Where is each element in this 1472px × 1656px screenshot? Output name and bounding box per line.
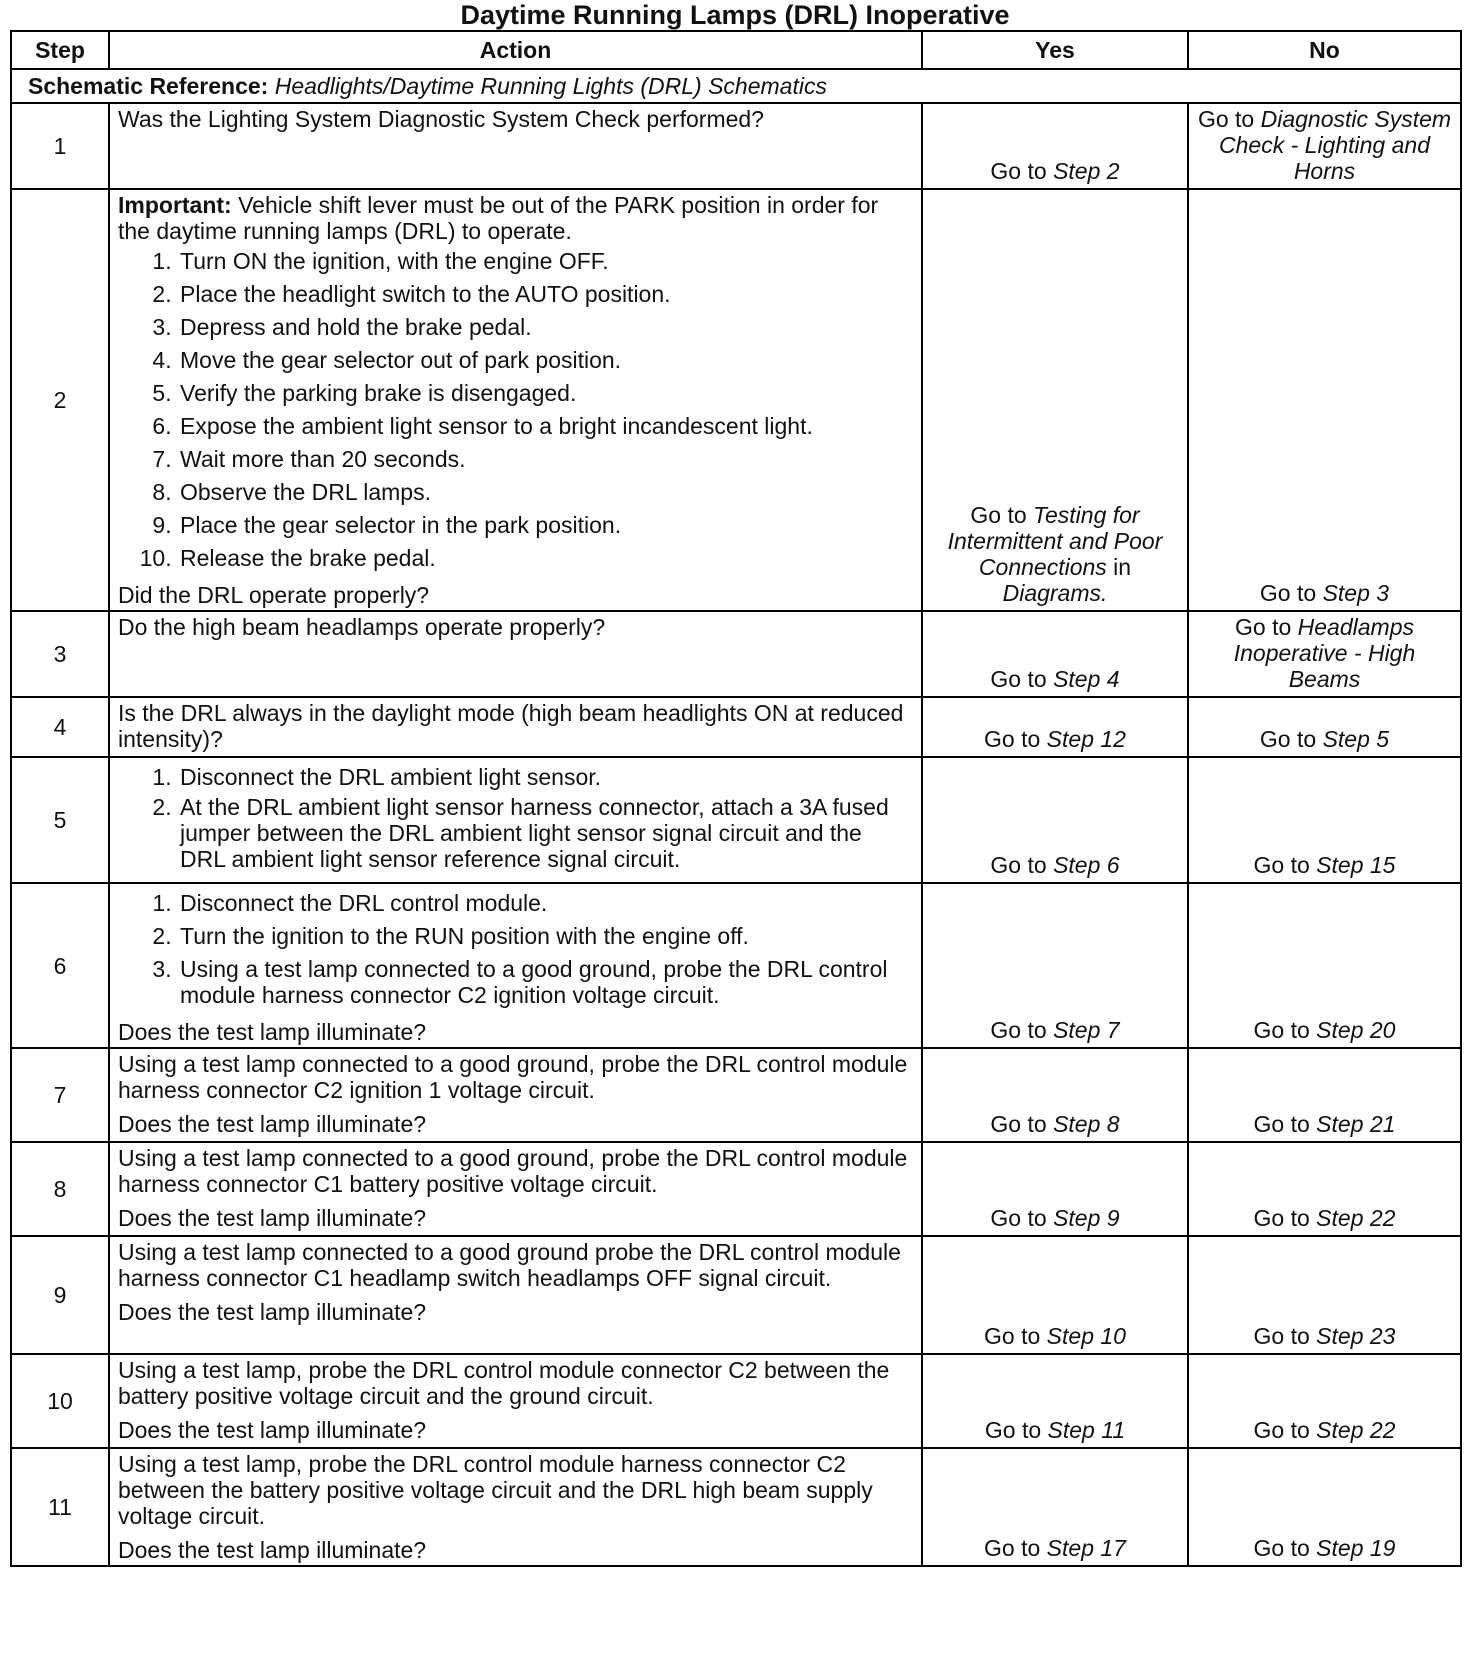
list-item: 7. Wait more than 20 seconds. xyxy=(178,446,913,479)
list-item: 1. Disconnect the DRL control module. xyxy=(178,890,913,923)
step-number: 9 xyxy=(11,1236,109,1354)
action-cell xyxy=(109,757,922,883)
question: Does the test lamp illuminate? xyxy=(118,1537,427,1563)
no-link[interactable]: Step 20 xyxy=(1316,1017,1396,1043)
step-number: 10 xyxy=(11,1354,109,1448)
no-cell: Go to Diagnostic System Check - Lighting and Horns xyxy=(1188,103,1461,189)
action-cell xyxy=(109,103,922,189)
header-no: No xyxy=(1188,31,1461,69)
schematic-reference xyxy=(11,69,1461,103)
no-link[interactable]: Diagnostic System Check - Lighting and Horns xyxy=(1219,106,1452,184)
table-row xyxy=(11,1354,1461,1448)
yes-cell: Go to Step 8 xyxy=(922,1048,1188,1142)
yes-cell: Go to Testing for Intermittent and Poor Connections in Diagrams. xyxy=(922,189,1188,611)
document xyxy=(10,0,1460,1567)
action-cell xyxy=(109,1236,922,1354)
header-row xyxy=(11,31,1461,69)
yes-link[interactable]: Step 4 xyxy=(1053,666,1120,692)
no-cell: Go to Step 3 xyxy=(1188,189,1461,611)
action-cell xyxy=(109,1142,922,1236)
yes-cell: Go to Step 17 xyxy=(922,1448,1188,1566)
action-text: Using a test lamp, probe the DRL control module connector C2 between the battery positive voltage circuit and the ground circuit. xyxy=(118,1357,890,1409)
table-row xyxy=(11,1236,1461,1354)
page-title: Daytime Running Lamps (DRL) Inoperative xyxy=(460,0,1010,30)
diagnostic-table xyxy=(10,30,1462,1567)
yes-cell: Go to Step 6 xyxy=(922,757,1188,883)
yes-link[interactable]: Step 8 xyxy=(1053,1111,1120,1137)
yes-cell: Go to Step 4 xyxy=(922,611,1188,697)
yes-cell: Go to Step 2 xyxy=(922,103,1188,189)
question: Does the test lamp illuminate? xyxy=(118,1019,427,1045)
header-yes: Yes xyxy=(922,31,1188,69)
question: Does the test lamp illuminate? xyxy=(118,1205,427,1231)
yes-link[interactable]: Step 7 xyxy=(1053,1017,1120,1043)
yes-link[interactable]: Step 2 xyxy=(1053,158,1120,184)
no-link[interactable]: Step 22 xyxy=(1316,1417,1396,1443)
action-cell xyxy=(109,1048,922,1142)
question: Does the test lamp illuminate? xyxy=(118,1111,427,1137)
list-item: 2. At the DRL ambient light sensor harness connector, attach a 3A fused jumper between the DRL ambient light sensor signal circuit and the DRL ambient light sensor reference signal circuit. xyxy=(178,794,913,876)
list-item: 6. Expose the ambient light sensor to a bright incandescent light. xyxy=(178,413,913,446)
substep-list xyxy=(118,248,913,578)
no-link[interactable]: Step 23 xyxy=(1316,1323,1396,1349)
action-text: Using a test lamp connected to a good ground, probe the DRL control module harness connector C2 ignition 1 voltage circuit. xyxy=(118,1051,908,1103)
no-link[interactable]: Step 5 xyxy=(1322,726,1390,752)
list-item: 3. Using a test lamp connected to a good ground, probe the DRL control module harness connector C2 ignition voltage circuit. xyxy=(178,956,913,1015)
question: Did the DRL operate properly? xyxy=(118,582,430,608)
yes-link[interactable]: Step 17 xyxy=(1046,1535,1126,1561)
table-row xyxy=(11,883,1461,1048)
action-text: Using a test lamp, probe the DRL control module harness connector C2 between the battery positive voltage circuit and the DRL high beam supply voltage circuit. xyxy=(118,1451,873,1529)
action-text: Was the Lighting System Diagnostic System Check performed? xyxy=(118,106,764,132)
schematic-label: Schematic Reference: xyxy=(28,73,269,99)
step-number: 3 xyxy=(11,611,109,697)
action-text: Using a test lamp connected to a good ground probe the DRL control module harness connector C1 headlamp switch headlamps OFF signal circuit. xyxy=(118,1239,901,1291)
substep-list xyxy=(118,890,913,1015)
header-action: Action xyxy=(109,31,922,69)
list-item: 2. Place the headlight switch to the AUTO position. xyxy=(178,281,913,314)
no-link[interactable]: Step 19 xyxy=(1316,1535,1396,1561)
list-item: 2. Turn the ignition to the RUN position with the engine off. xyxy=(178,923,913,956)
action-cell xyxy=(109,697,922,757)
substep-list xyxy=(118,764,913,876)
no-link[interactable]: Step 21 xyxy=(1316,1111,1396,1137)
list-item: 1. Turn ON the ignition, with the engine OFF. xyxy=(178,248,913,281)
yes-cell: Go to Step 11 xyxy=(922,1354,1188,1448)
yes-link[interactable]: Testing for Intermittent and Poor Connections xyxy=(947,502,1163,580)
yes-link[interactable]: Step 6 xyxy=(1053,852,1120,878)
yes-link[interactable]: Step 12 xyxy=(1046,726,1126,752)
list-item: 10. Release the brake pedal. xyxy=(178,545,913,578)
no-link[interactable]: Step 3 xyxy=(1322,580,1390,606)
action-cell xyxy=(109,1448,922,1566)
step-number: 8 xyxy=(11,1142,109,1236)
step-number: 1 xyxy=(11,103,109,189)
table-row xyxy=(11,757,1461,883)
step-number: 2 xyxy=(11,189,109,611)
list-item: 3. Depress and hold the brake pedal. xyxy=(178,314,913,347)
no-cell: Go to Headlamps Inoperative - High Beams xyxy=(1188,611,1461,697)
no-cell: Go to Step 22 xyxy=(1188,1142,1461,1236)
step-number: 5 xyxy=(11,757,109,883)
yes-link[interactable]: Step 11 xyxy=(1047,1417,1126,1443)
list-item: 1. Disconnect the DRL ambient light sensor. xyxy=(178,764,913,794)
action-text: Do the high beam headlamps operate properly? xyxy=(118,614,606,640)
table-row xyxy=(11,611,1461,697)
no-cell: Go to Step 15 xyxy=(1188,757,1461,883)
yes-cell: Go to Step 9 xyxy=(922,1142,1188,1236)
step-number: 11 xyxy=(11,1448,109,1566)
table-row xyxy=(11,103,1461,189)
action-cell xyxy=(109,611,922,697)
yes-link[interactable]: Step 9 xyxy=(1053,1205,1120,1231)
list-item: 4. Move the gear selector out of park position. xyxy=(178,347,913,380)
list-item: 5. Verify the parking brake is disengaged. xyxy=(178,380,913,413)
step-number: 4 xyxy=(11,697,109,757)
table-row xyxy=(11,1142,1461,1236)
list-item: 8. Observe the DRL lamps. xyxy=(178,479,913,512)
action-cell xyxy=(109,1354,922,1448)
table-row xyxy=(11,697,1461,757)
question: Does the test lamp illuminate? xyxy=(118,1417,427,1443)
action-cell xyxy=(109,883,922,1048)
no-cell: Go to Step 21 xyxy=(1188,1048,1461,1142)
schematic-row xyxy=(11,69,1461,103)
action-text: Is the DRL always in the daylight mode (high beam headlights ON at reduced intensity)? xyxy=(118,700,904,752)
list-item: 9. Place the gear selector in the park position. xyxy=(178,512,913,545)
no-cell: Go to Step 19 xyxy=(1188,1448,1461,1566)
action-cell xyxy=(109,189,922,611)
no-cell: Go to Step 23 xyxy=(1188,1236,1461,1354)
header-step: Step xyxy=(11,31,109,69)
table-row xyxy=(11,189,1461,611)
no-cell: Go to Step 20 xyxy=(1188,883,1461,1048)
no-cell: Go to Step 5 xyxy=(1188,697,1461,757)
action-text: Using a test lamp connected to a good ground, probe the DRL control module harness connector C1 battery positive voltage circuit. xyxy=(118,1145,908,1197)
no-cell: Go to Step 22 xyxy=(1188,1354,1461,1448)
yes-cell: Go to Step 7 xyxy=(922,883,1188,1048)
yes-link[interactable]: Step 10 xyxy=(1046,1323,1126,1349)
question: Does the test lamp illuminate? xyxy=(118,1299,427,1325)
no-link[interactable]: Headlamps Inoperative - High Beams xyxy=(1233,614,1416,692)
step-number: 6 xyxy=(11,883,109,1048)
yes-cell: Go to Step 12 xyxy=(922,697,1188,757)
table-row xyxy=(11,1448,1461,1566)
yes-cell: Go to Step 10 xyxy=(922,1236,1188,1354)
table-row xyxy=(11,1048,1461,1142)
no-link[interactable]: Step 15 xyxy=(1316,852,1396,878)
step-number: 7 xyxy=(11,1048,109,1142)
no-link[interactable]: Step 22 xyxy=(1316,1205,1396,1231)
schematic-link[interactable]: Headlights/Daytime Running Lights (DRL) Schematics xyxy=(274,73,827,99)
important-note: Important: Vehicle shift lever must be out of the PARK position in order for the daytime running lamps (DRL) to operate. xyxy=(118,192,879,244)
